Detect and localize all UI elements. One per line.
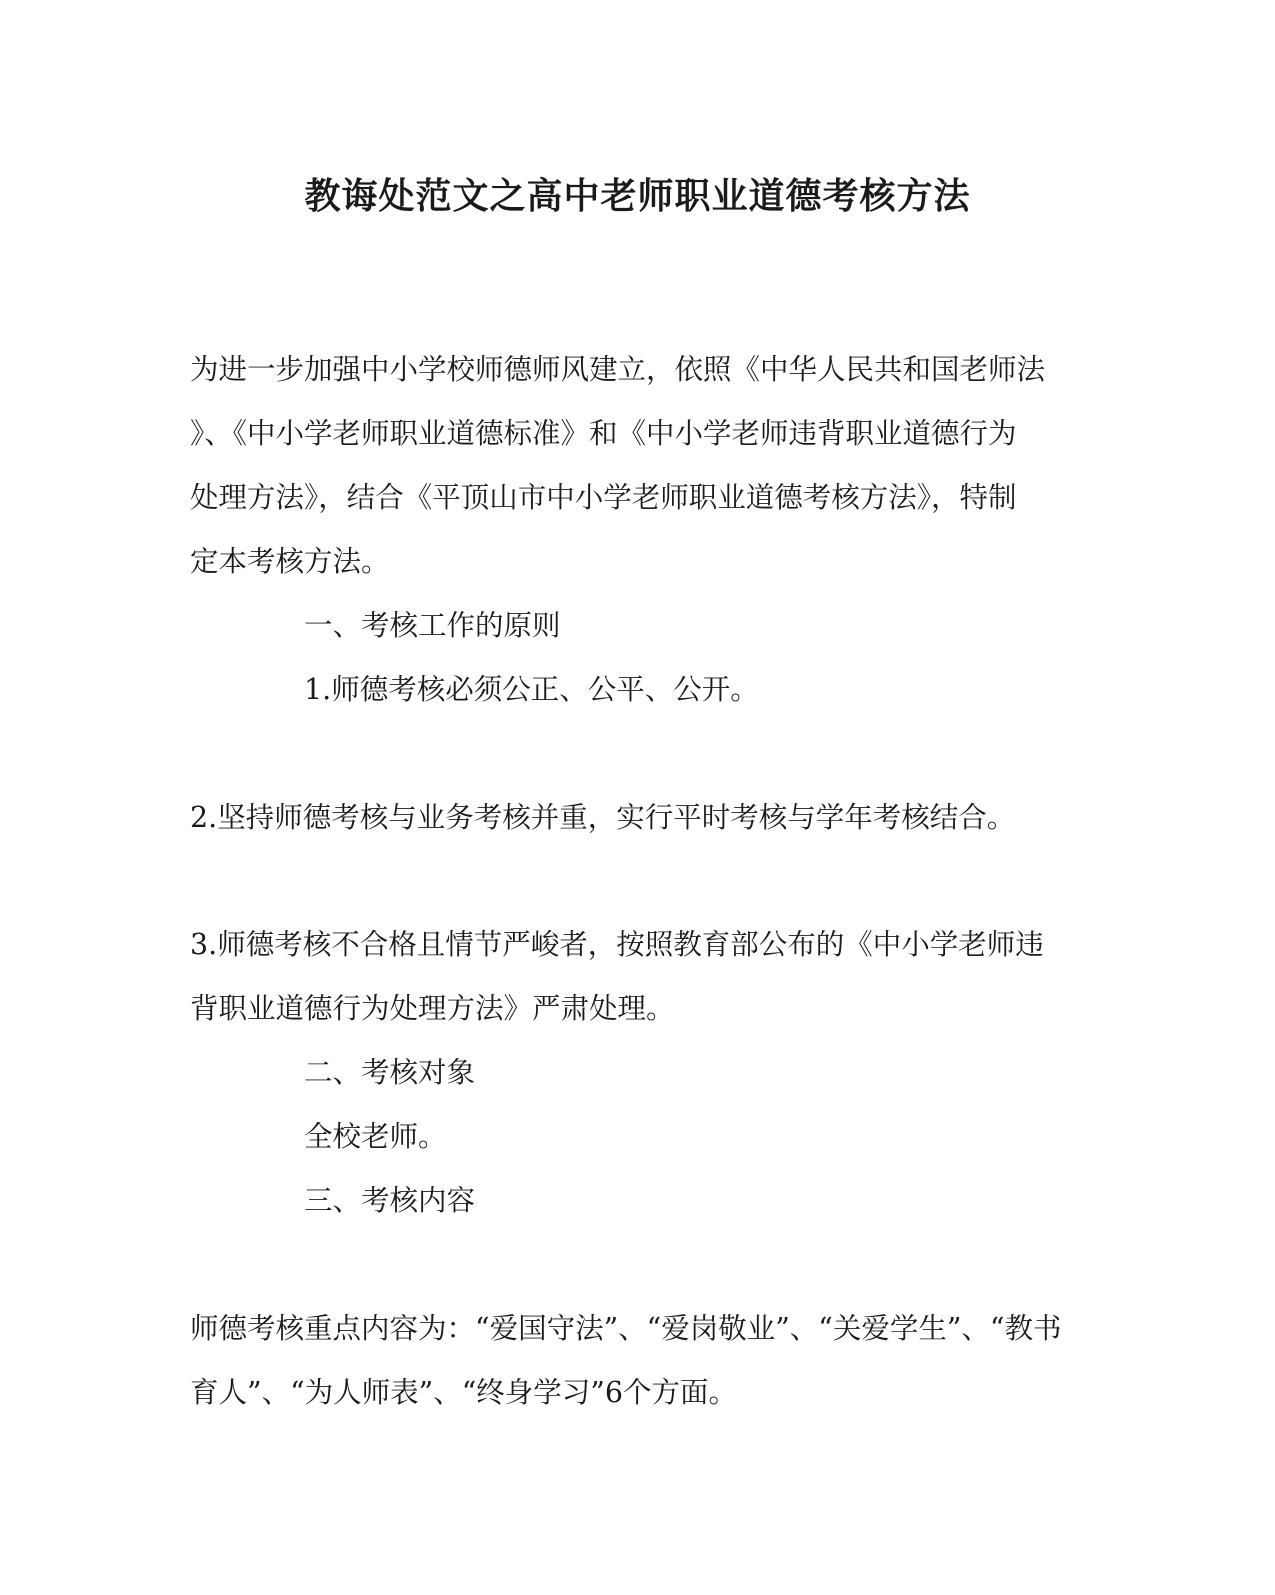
intro-line-1: 为进一步加强中小学校师德师风建立，依照《中华人民共和国老师法 (190, 353, 1046, 386)
section3-heading: 三、考核内容 (304, 1184, 476, 1217)
section2-text: 全校老师。 (304, 1120, 447, 1153)
intro-line-4: 定本考核方法。 (190, 545, 390, 578)
section1-item-2: 2.坚持师德考核与业务考核并重，实行平时考核与学年考核结合。 (190, 801, 1016, 834)
section2-heading: 二、考核对象 (304, 1056, 476, 1089)
intro-line-3: 处理方法》，结合《平顶山市中小学老师职业道德考核方法》，特制 (190, 481, 1017, 514)
section1-item-3-line-1: 3.师德考核不合格且情节严峻者，按照教育部公布的《中小学老师违 (190, 928, 1044, 961)
intro-line-2: 》、《中小学老师职业道德标准》和《中小学老师违背职业道德行为 (190, 417, 1017, 450)
document-title: 教诲处范文之高中老师职业道德考核方法 (304, 175, 971, 217)
section3-line-2: 育人”、“为人师表”、“终身学习”6个方面。 (190, 1376, 737, 1409)
section1-item-3-line-2: 背职业道德行为处理方法》严肃处理。 (190, 992, 675, 1025)
section1-item-1: 1.师德考核必须公正、公平、公开。 (304, 673, 759, 706)
section1-heading: 一、考核工作的原则 (304, 609, 561, 642)
section3-line-1: 师德考核重点内容为：“爱国守法”、“爱岗敬业”、“关爱学生”、“教书 (190, 1312, 1062, 1345)
